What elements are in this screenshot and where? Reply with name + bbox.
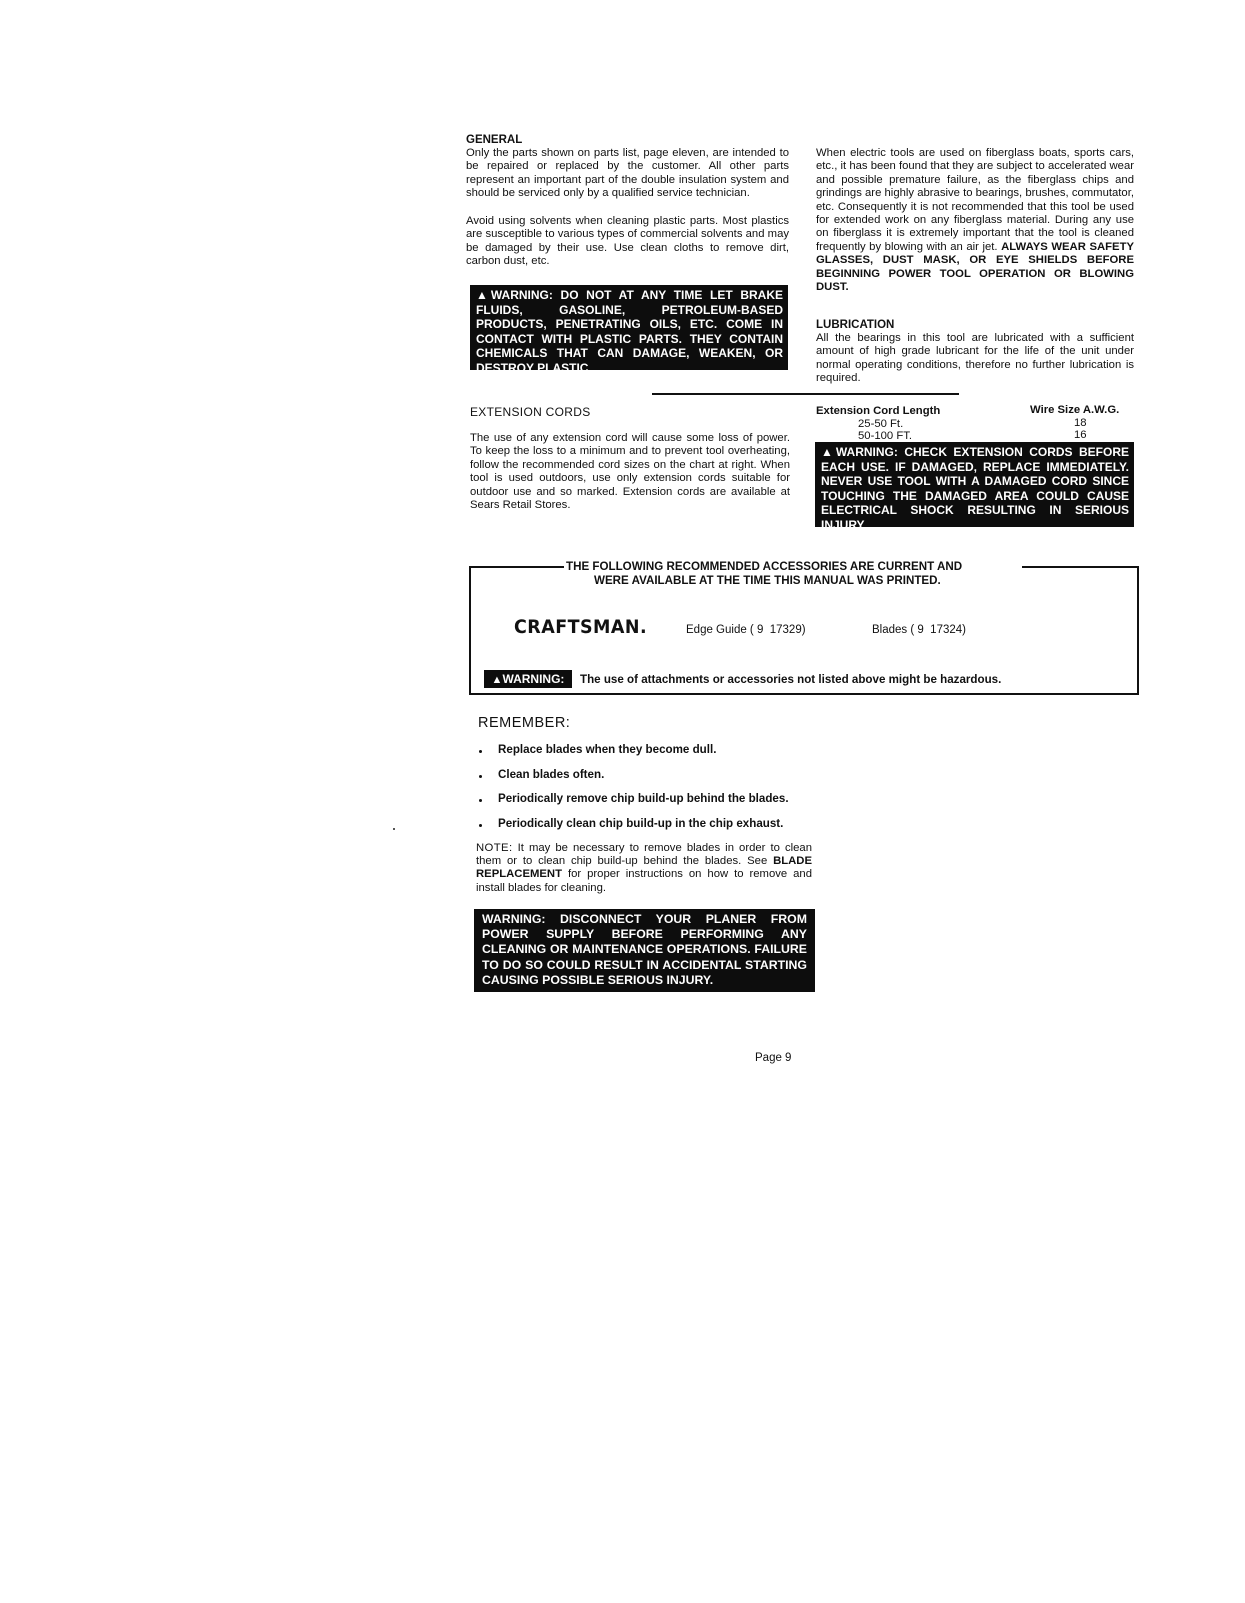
- disconnect-warning-text: WARNING: DISCONNECT YOUR PLANER FROM POWER SUPPLY BEFORE PERFORMING ANY CLEANING OR MAINTENANCE OPERATIONS. FAILURE TO DO SO COULD RESULT IN ACCIDENTAL STARTING CAUSING POSSIBLE SERIOUS INJURY.: [482, 912, 807, 987]
- remember-item: Clean blades often.: [498, 768, 605, 781]
- cord-row-2-length: 50-100 FT.: [858, 430, 913, 442]
- cord-col-length-header: Extension Cord Length: [816, 405, 941, 417]
- note-label: NOTE:: [476, 842, 513, 854]
- cord-row-2-size: 16: [1074, 429, 1087, 441]
- lubrication-paragraph: All the bearings in this tool are lubricated with a sufficient amount of high grade lubricant for the life of the unit under normal operating conditions, therefore no further lubrication is required.: [816, 332, 1134, 385]
- accessory-edge-guide: Edge Guide ( 9 17329): [686, 624, 806, 636]
- accessories-warning-text: The use of attachments or accessories not listed above might be hazardous.: [580, 673, 1002, 686]
- extension-paragraph: The use of any extension cord will cause some loss of power. To keep the loss to a minimum and to prevent tool overheating, follow the recommended cord sizes on the chart at right. When tool is used outdoors, use only extension cords suitable for outdoor use and so marked. Extension cords are available at Sears Retail Stores.: [470, 432, 790, 512]
- accessories-warning-badge: [484, 670, 572, 688]
- remember-item: Replace blades when they become dull.: [498, 743, 717, 756]
- plastic-warning-label: WARNING:: [490, 288, 553, 302]
- accessory-blades: Blades ( 9 17324): [872, 624, 966, 636]
- bullet-icon: [479, 799, 482, 802]
- accessories-title-line1: THE FOLLOWING RECOMMENDED ACCESSORIES ARE CURRENT AND: [566, 560, 963, 573]
- section-divider: [652, 393, 959, 395]
- warning-triangle-icon: ▲: [821, 445, 833, 459]
- accessories-top-rule-left: [469, 566, 564, 568]
- warning-triangle-icon: ▲: [476, 288, 488, 302]
- plastic-warning-box: [470, 285, 788, 375]
- fiberglass-paragraph: [816, 147, 1134, 294]
- plastic-warning-text: DO NOT AT ANY TIME LET BRAKE FLUIDS, GASOLINE, PETROLEUM-BASED PRODUCTS, PENETRATING OILS, ETC. COME IN CONTACT WITH PLASTIC PARTS. THEY CONTAIN CHEMICALS THAT CAN DAMAGE, WEAKEN, OR DESTROY PLASTIC.: [476, 288, 783, 375]
- disconnect-warning-box: [474, 909, 815, 992]
- cord-warning-box: [815, 442, 1134, 532]
- cord-row-1-size: 18: [1074, 417, 1087, 429]
- bullet-icon: [479, 750, 482, 753]
- accessories-warning-label: WARNING:: [502, 672, 565, 686]
- remember-item: Periodically remove chip build-up behind the blades.: [498, 792, 789, 805]
- note-blade-replacement: BLADE REPLACEMENT: [476, 855, 812, 881]
- accessories-top-rule-right: [1022, 566, 1139, 568]
- craftsman-logo: CRAFTSMAN.: [514, 616, 648, 638]
- cord-row-1-length: 25-50 Ft.: [858, 418, 904, 430]
- fiberglass-text: When electric tools are used on fiberglass boats, sports cars, etc., it has been found that they are subject to accelerated wear and possible premature failure, as the fiberglass chips and grindings are highly abrasive to bearings, brushes, commutator, etc. Consequently it is not recommended that this tool be used for extended work on any fiberglass material. During any use on fiberglass it is extremely important that the tool is cleaned frequently by blowing with an air jet.: [816, 147, 1134, 253]
- cord-warning-text: CHECK EXTENSION CORDS BEFORE EACH USE. IF DAMAGED, REPLACE IMMEDIATELY. NEVER USE TOOL WITH A DAMAGED CORD SINCE TOUCHING THE DAMAGED AREA COULD CAUSE ELECTRICAL SHOCK RESULTING IN SERIOUS INJURY.: [821, 445, 1129, 532]
- note-text: It may be necessary to remove blades in order to clean them or to clean chip build-up behind the blades. See: [476, 842, 812, 868]
- lubrication-heading: LUBRICATION: [816, 319, 895, 331]
- note-text-2: for proper instructions on how to remove and install blades for cleaning.: [476, 868, 812, 894]
- accessories-title-line2: WERE AVAILABLE AT THE TIME THIS MANUAL WAS PRINTED.: [594, 574, 941, 587]
- warning-triangle-icon: ▲: [491, 674, 503, 686]
- scan-speck: [393, 828, 395, 830]
- page-number: Page 9: [755, 1052, 792, 1064]
- cord-col-size-header: Wire Size A.W.G.: [1030, 404, 1120, 416]
- remember-item: Periodically clean chip build-up in the chip exhaust.: [498, 817, 784, 830]
- general-heading: GENERAL: [466, 134, 523, 146]
- cord-warning-label: WARNING:: [835, 445, 898, 459]
- extension-heading: EXTENSION CORDS: [470, 405, 591, 419]
- general-paragraph: Only the parts shown on parts list, page eleven, are intended to be repaired or replaced by the customer. All other parts represent an important part of the double insulation system and should be serviced only by a qualified service technician.: [466, 147, 789, 200]
- remember-heading: REMEMBER:: [478, 715, 571, 731]
- safety-glasses-text: ALWAYS WEAR SAFETY GLASSES, DUST MASK, OR EYE SHIELDS BEFORE BEGINNING POWER TOOL OPERATION OR BLOWING DUST.: [816, 240, 1135, 294]
- solvents-paragraph: Avoid using solvents when cleaning plastic parts. Most plastics are susceptible to various types of commercial solvents and may be damaged by their use. Use clean cloths to remove dirt, carbon dust, etc.: [466, 215, 789, 268]
- bullet-icon: [479, 775, 482, 778]
- note-paragraph: [476, 842, 812, 895]
- bullet-icon: [479, 824, 482, 827]
